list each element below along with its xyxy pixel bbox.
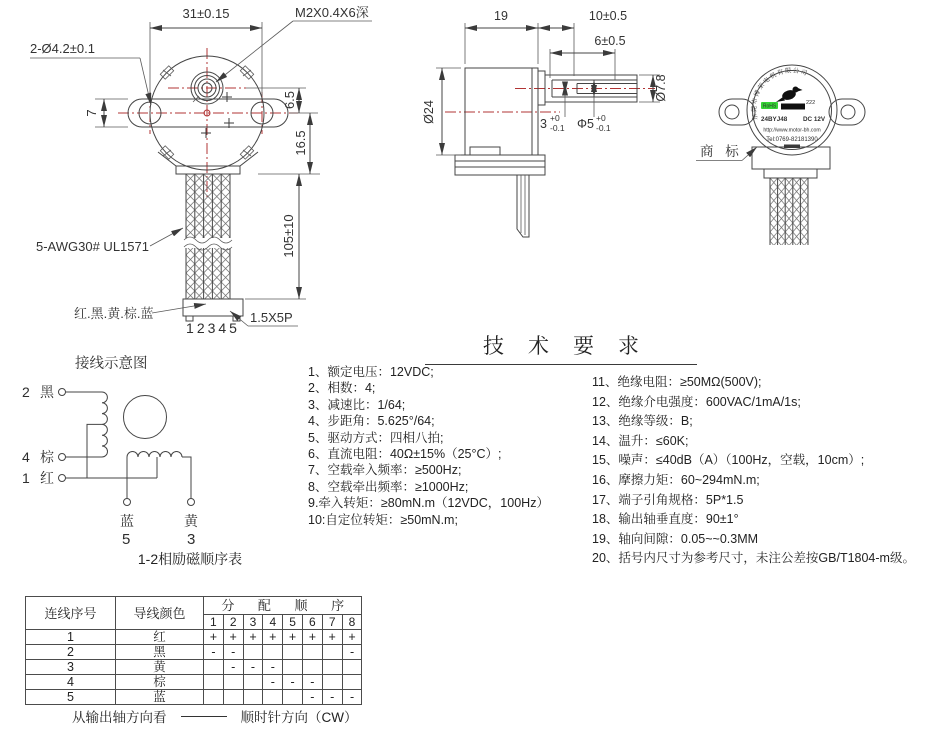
tech-requirements-right — [592, 373, 915, 569]
seq-cell: - — [204, 645, 224, 660]
seq-cell — [204, 675, 224, 690]
label-voltage: DC 12V — [803, 116, 826, 123]
seq-cell — [243, 645, 263, 660]
bottom-flange — [455, 155, 545, 175]
terminal-red-label: 红 — [40, 470, 54, 486]
tech-item: 19、轴向间隙：0.05~~0.3MM — [592, 531, 759, 546]
sequence-table-title: 1-2相励磁顺序表 — [137, 551, 243, 567]
col-header-wire-color: 导线颜色 — [116, 597, 204, 630]
seq-cell — [322, 645, 342, 660]
tech-item: 16、摩擦力矩：60~294mN.m; — [592, 472, 760, 487]
seq-cell: - — [223, 645, 243, 660]
tech-item: 3、减速比：1/64; — [308, 397, 406, 412]
table-row — [26, 690, 362, 705]
ear-left — [719, 99, 755, 125]
connector-spec-label: 1.5X5P — [250, 310, 293, 325]
side-centerlines — [445, 89, 655, 113]
seq-cell: + — [342, 630, 362, 645]
wire-number: 5 — [26, 690, 116, 705]
order-col: 3 — [243, 615, 263, 630]
tech-item: 14、温升：≤60K; — [592, 433, 689, 448]
label-tel: Tel:0769-82181390 — [766, 137, 818, 143]
dim-body-dia: Ø24 — [422, 100, 436, 124]
svg-text:-0.1: -0.1 — [596, 123, 611, 133]
seq-cell — [302, 660, 322, 675]
seq-cell: + — [243, 630, 263, 645]
dim-boss-dia: Ø7.8 — [654, 74, 668, 102]
tech-item: 13、绝缘等级：B; — [592, 414, 693, 429]
order-col: 2 — [223, 615, 243, 630]
tech-item: 20、括号内尺寸为参考尺寸，未注公差按GB/T1804-m级。 — [592, 551, 915, 566]
tech-item: 1、额定电压：12VDC; — [308, 365, 434, 379]
terminal-1-number: 1 — [22, 470, 30, 486]
trademark-callout — [696, 143, 757, 161]
terminal-5-number: 5 — [122, 531, 131, 548]
seq-cell: - — [283, 675, 303, 690]
table-row — [26, 645, 362, 660]
seq-cell: - — [263, 660, 283, 675]
terminal-brown-label: 棕 — [40, 449, 54, 465]
svg-text:+0: +0 — [550, 113, 560, 123]
svg-text:-0.1: -0.1 — [550, 123, 565, 133]
pin-numbers: 12345 — [186, 320, 240, 336]
dash-line — [181, 716, 227, 717]
label-url: http://www.motor-bh.com — [763, 127, 821, 134]
front-view-drawing — [0, 0, 382, 346]
tech-item: 4、步距角：5.625°/64; — [308, 414, 435, 429]
col-header-wire-number: 连线序号 — [26, 597, 116, 630]
seq-cell: - — [223, 660, 243, 675]
seq-cell — [322, 675, 342, 690]
col-header-order: 分 配 顺 序 — [204, 597, 362, 615]
back-view-drawing — [690, 40, 930, 272]
wire-color: 红 — [116, 630, 204, 645]
label-model: 24BYJ48 — [761, 116, 788, 123]
seq-cell: - — [243, 660, 263, 675]
side-motor-body — [455, 68, 637, 237]
tech-item: 18、输出轴垂直度：90±1° — [592, 512, 739, 527]
wire-ribbon — [517, 175, 529, 237]
svg-text:东莞市博荣电机有限公司 — [750, 66, 809, 121]
table-row — [26, 630, 362, 645]
seq-cell: + — [322, 630, 342, 645]
order-col: 5 — [283, 615, 303, 630]
terminal-yellow-label: 黄 — [184, 513, 198, 529]
tech-item: 7、空载牵入频率：≥500Hz; — [308, 463, 462, 478]
seq-cell: + — [302, 630, 322, 645]
tech-item: 12、绝缘介电强度：600VAC/1mA/1s; — [592, 394, 801, 409]
seq-cell: - — [342, 690, 362, 705]
seq-cell — [283, 660, 303, 675]
terminal-black-label: 黑 — [40, 384, 54, 400]
wire-colors-label: 红.黑.黄.棕.蓝 — [74, 306, 154, 321]
tech-item: 17、端子引角规格：5P*1.5 — [592, 492, 744, 507]
order-col: 6 — [302, 615, 322, 630]
seq-cell — [263, 690, 283, 705]
wiring-circuit — [59, 389, 195, 506]
dim-shaft-dia: Φ5 — [577, 117, 594, 131]
ear-right — [829, 99, 865, 125]
rohs-badge-text: RoHS — [762, 103, 777, 110]
seq-cell — [243, 675, 263, 690]
coil-vertical — [102, 392, 108, 457]
seq-cell: + — [283, 630, 303, 645]
wire-color: 黄 — [116, 660, 204, 675]
label-code: 222 — [806, 100, 816, 106]
label-black-bar — [781, 104, 805, 110]
seq-cell — [204, 660, 224, 675]
seq-cell — [283, 690, 303, 705]
screw-thread-label: M2X0.4X6深 — [295, 5, 369, 20]
hole-dia-label: 2-Ø4.2±0.1 — [30, 41, 95, 56]
seq-cell — [322, 660, 342, 675]
terminal-2-number: 2 — [22, 384, 30, 400]
seq-cell — [204, 690, 224, 705]
wire-color: 棕 — [116, 675, 204, 690]
dim-shaft-offset: 6.5 — [282, 90, 297, 110]
seq-cell — [342, 660, 362, 675]
coil-horizontal — [127, 452, 182, 458]
seq-cell — [302, 645, 322, 660]
seq-cell: + — [223, 630, 243, 645]
seq-cell — [243, 690, 263, 705]
wire-number: 1 — [26, 630, 116, 645]
table-row — [26, 675, 362, 690]
dim-depth: 19 — [494, 9, 508, 23]
tech-item: 8、空载牵出频率：≥1000Hz; — [308, 479, 469, 494]
seq-cell: - — [263, 675, 283, 690]
label-company-arc: 东莞市博荣电机有限公司 — [750, 67, 810, 121]
order-col: 7 — [322, 615, 342, 630]
dim-flat-width: 3 — [540, 117, 547, 131]
tech-item: 5、驱动方式：四相八拍; — [308, 430, 444, 445]
dim-flat-length: 6±0.5 — [594, 34, 626, 48]
tech-item: 15、噪声：≤40dB（A）（100Hz，空载，10cm）; — [592, 453, 865, 468]
tech-item: 6、直流电阻：40Ω±15%（25°C）; — [308, 447, 502, 462]
seq-cell: + — [263, 630, 283, 645]
seq-cell — [342, 675, 362, 690]
excitation-sequence-table — [25, 596, 362, 705]
wire-color: 黑 — [116, 645, 204, 660]
seq-cell — [223, 675, 243, 690]
wire-number: 3 — [26, 660, 116, 675]
tech-requirements-title: 技术要求 — [425, 330, 697, 365]
seq-cell: - — [302, 675, 322, 690]
seq-cell — [283, 645, 303, 660]
seq-cell — [223, 690, 243, 705]
terminal-3-number: 3 — [187, 531, 196, 548]
wire-number: 4 — [26, 675, 116, 690]
rotation-direction-note — [72, 706, 358, 726]
order-col: 8 — [342, 615, 362, 630]
tech-requirements-left — [308, 364, 549, 528]
back-wires — [770, 178, 808, 245]
wire-number: 2 — [26, 645, 116, 660]
table-row — [26, 660, 362, 675]
tech-item: 2、相数：4; — [308, 381, 376, 396]
seq-cell — [263, 645, 283, 660]
dim-plate-height: 7 — [84, 109, 99, 117]
note-right: 顺时针方向（CW） — [240, 710, 358, 725]
terminal-4-number: 4 — [22, 449, 30, 465]
wiring-terminals — [22, 384, 199, 548]
wiring-title: 接线示意图 — [75, 356, 148, 372]
brand-bird-logo — [776, 87, 803, 103]
dim-mount-span: 31±0.15 — [182, 6, 230, 21]
seq-cell: - — [342, 645, 362, 660]
seq-cell: - — [302, 690, 322, 705]
seq-cell: + — [204, 630, 224, 645]
order-col: 4 — [263, 615, 283, 630]
wire-spec-label: 5-AWG30# UL1571 — [36, 239, 149, 254]
connector — [183, 299, 243, 316]
wire-bundle — [183, 174, 243, 321]
rotor-circle — [124, 396, 167, 439]
label-fine-print — [784, 145, 800, 149]
tech-item: 10:自定位转矩：≥50mN.m; — [308, 512, 458, 527]
tech-item: 11、绝缘电阻：≥50MΩ(500V); — [592, 375, 762, 389]
front-motor-body — [128, 56, 288, 174]
note-left: 从输出轴方向看 — [72, 710, 167, 725]
terminal-blue-label: 蓝 — [120, 513, 134, 529]
dim-shaft-length: 10±0.5 — [588, 9, 628, 23]
trademark-label: 商 标 — [700, 144, 743, 159]
dim-wire-length: 105±10 — [281, 214, 296, 258]
wire-color: 蓝 — [116, 690, 204, 705]
side-view-drawing — [420, 0, 690, 282]
order-col: 1 — [204, 615, 224, 630]
name-plate-print — [750, 66, 826, 148]
dim-lower-body: 16.5 — [293, 130, 308, 156]
tech-item: 9.牵入转矩：≥80mN.m（12VDC，100Hz） — [308, 496, 549, 511]
svg-text:+0: +0 — [596, 113, 606, 123]
seq-cell: - — [322, 690, 342, 705]
